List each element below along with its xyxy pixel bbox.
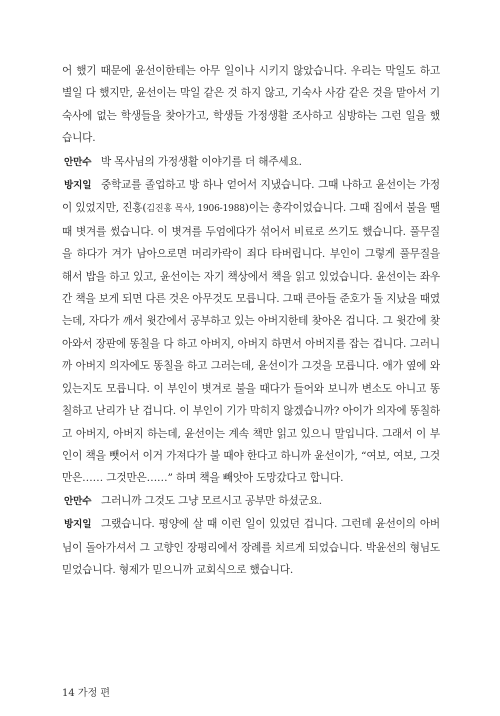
speaker-label: 방지일 (64, 519, 92, 531)
dialogue-text: 박 목사님의 가정생활 이야기를 더 해주세요. (101, 155, 302, 168)
speaker-label: 안만수 (64, 156, 92, 168)
page-number: 14 가정 편 (62, 688, 111, 699)
dialogue-text: 그랬습니다. 평양에 살 때 이런 일이 있었던 겁니다. 그런데 윤선이의 아버님이 돌아가셔서 그 고향인 장평리에서 장례를 치르게 되었습니다. 박윤선의 형님도 믿었습니다. 형제가 믿으니까 교회식으로 했습니다. (62, 518, 440, 576)
inline-note: 김진홍 목사, 1906-1988 (146, 204, 245, 215)
dialogue-line (62, 174, 440, 490)
dialogue-text: 그러니까 그것도 그냥 모르시고 공부만 하셨군요. (101, 494, 322, 507)
dialogue-line (62, 490, 440, 513)
body-text (62, 60, 440, 581)
dialogue-line (62, 513, 440, 581)
intro-paragraph: 어 했기 때문에 윤선이한테는 아무 일이나 시키지 않았습니다. 우리는 막일도 하고 별일 다 했지만, 윤선이는 막일 같은 것 하지 않고, 기숙사 사감 같은 것을 맡아서 기숙사에 없는 학생들을 찾아가고, 학생들 가정생활 조사하고 심방하는 그런 일을 했습니다. (62, 65, 440, 145)
speaker-label: 방지일 (64, 180, 92, 192)
dialogue-text: )이는 총각이었습니다. 그때 집에서 불을 땔 때 볏겨를 썼습니다. 이 볏겨를 두엄에다가 섞어서 비료로 쓰기도 했습니다. 풀무질을 하다가 겨가 남아으로면 머리카락이 죄다 타버립니다. 부인이 그렇게 풀무질을 해서 밥을 하고 있고, 윤선이는 자기 책상에서 책을 읽고 있었습니다. 윤선이는 좌우간 책을 보게 되면 다른 것은 아무것도 모릅니다. 그때 큰아들 준호가 돌 지났을 때였는데, 자다가 깨서 윗간에서 공부하고 있는 아버지한테 찾아온 겁니다. 그 윗간에 찾아와서 장판에 똥칠을 다 하고 아버지, 아버지 하면서 아버지를 잡는 겁니다. 그러니까 아버지 의자에도 똥칠을 하고 그러는데, 윤선이가 그것을 모릅니다. 애가 옆에 와 있는지도 모릅니다. 이 부인이 볏겨로 불을 때다가 들어와 보니까 변소도 아니고 똥칠하고 난리가 난 겁니다. 이 부인이 기가 막히지 않겠습니까? 아이가 의자에 똥칠하고 아버지, 아버지 하는데, 윤선이는 계속 책만 읽고 있으니 말입니다. 그래서 이 부인이 책을 뺏어서 이거 가져다가 불 때야 한다고 하니까 윤선이가, “여보, 여보, 그것만은…… 그것만은……” 하며 책을 빼앗아 도망갔다고 합니다. (62, 202, 440, 485)
dialogue-line (62, 151, 440, 174)
speaker-label: 안만수 (64, 495, 92, 507)
dialogue-text: 중학교를 졸업하고 방 하나 얻어서 지냈습니다. 그때 나하고 윤선이는 가정이 있었지만, 진홍( (62, 179, 440, 215)
